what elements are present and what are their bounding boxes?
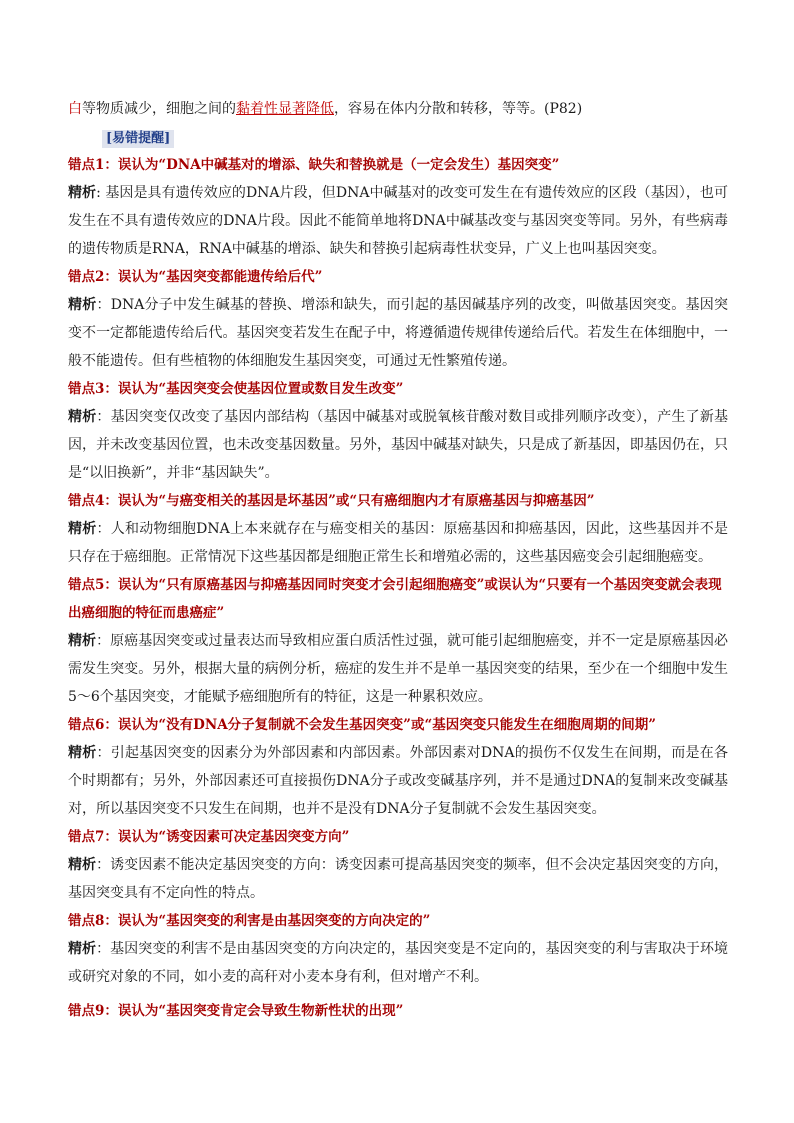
item-title: 错点3：误认为“基因突变会使基因位置或数目发生改变” bbox=[68, 381, 404, 397]
analysis-text: ：引起基因突变的因素分为外部因素和内部因素。外部因素对DNA的损伤不仅发生在间期，而是在各个时期都有；另外，外部因素还可直接损伤DNA分子或改变碱基序列，并不是通过DNA的复制来改变碱基对，所以基因突变不只发生在间期，也并不是没有DNA分子复制就不会发生基因突变。 bbox=[68, 745, 728, 817]
intro-fragment: 等物质减少，细胞之间的 bbox=[82, 101, 236, 117]
item-title: 错点6：误认为“没有DNA分子复制就不会发生基因突变”或“基因突变只能发生在细胞周期的间期” bbox=[68, 717, 656, 733]
item-analysis bbox=[68, 851, 728, 907]
analysis-label: 精析 bbox=[68, 941, 97, 957]
tip-badge: [易错提醒] bbox=[102, 130, 174, 148]
analysis-label: 精析 bbox=[68, 297, 97, 313]
item-title: 错点1：误认为“DNA中碱基对的增添、缺失和替换就是（一定会发生）基因突变” bbox=[68, 157, 560, 173]
item-title: 错点9：误认为“基因突变肯定会导致生物新性状的出现” bbox=[68, 1003, 404, 1019]
item-2 bbox=[68, 263, 728, 375]
analysis-label: 精析 bbox=[68, 409, 97, 425]
item-title: 错点2：误认为“基因突变都能遗传给后代” bbox=[68, 269, 323, 285]
item-title: 错点8：误认为“基因突变的利害是由基因突变的方向决定的” bbox=[68, 913, 431, 929]
item-title: 错点4：误认为“与癌变相关的基因是坏基因”或“只有癌细胞内才有原癌基因与抑癌基因” bbox=[68, 493, 595, 509]
intro-keyword: 黏着性显著降低 bbox=[236, 101, 334, 117]
analysis-label: 精析 bbox=[68, 745, 97, 761]
item-analysis bbox=[68, 291, 728, 375]
analysis-text: : 基因是具有遗传效应的DNA片段，但DNA中碱基对的改变可发生在有遗传效应的区段（基因），也可发生在不具有遗传效应的DNA片段。因此不能简单地将DNA中碱基改变与基因突变等同。另外，有些病毒的遗传物质是RNA，RNA中碱基的增添、缺失和替换引起病毒性状变异，广义上也叫基因突变。 bbox=[68, 185, 728, 257]
item-9 bbox=[68, 997, 728, 1025]
item-analysis bbox=[68, 179, 728, 263]
item-1 bbox=[68, 151, 728, 263]
item-analysis bbox=[68, 935, 728, 991]
item-title: 错点7：误认为“诱变因素可决定基因突变方向” bbox=[68, 829, 350, 845]
item-7 bbox=[68, 823, 728, 907]
analysis-text: ：基因突变的利害不是由基因突变的方向决定的，基因突变是不定向的，基因突变的利与害取决于环境或研究对象的不同，如小麦的高秆对小麦本身有利，但对增产不利。 bbox=[68, 941, 729, 985]
analysis-text: ：人和动物细胞DNA上本来就存在与癌变相关的基因：原癌基因和抑癌基因，因此，这些基因并不是只存在于癌细胞。正常情况下这些基因都是细胞正常生长和增殖必需的，这些基因癌变会引起细胞癌变。 bbox=[68, 521, 728, 565]
item-3 bbox=[68, 375, 728, 487]
item-analysis bbox=[68, 403, 728, 487]
intro-fragment-end: ，容易在体内分散和转移，等等。(P82) bbox=[334, 101, 583, 117]
intro-paragraph bbox=[68, 96, 728, 123]
item-title: 错点5：误认为“只有原癌基因与抑癌基因同时突变才会引起细胞癌变”或误认为“只要有一个基因突变就会表现出癌细胞的特征而患癌症” bbox=[68, 577, 722, 621]
analysis-text: ：基因突变仅改变了基因内部结构（基因中碱基对或脱氧核苷酸对数目或排列顺序改变），产生了新基因，并未改变基因位置，也未改变基因数量。另外，基因中碱基对缺失，只是成了新基因，即基因仍在，只是“以旧换新”，并非“基因缺失”。 bbox=[68, 409, 729, 481]
analysis-label: 精析 bbox=[68, 185, 97, 201]
analysis-text: ：DNA分子中发生碱基的替换、增添和缺失，而引起的基因碱基序列的改变，叫做基因突变。基因突变不一定都能遗传给后代。基因突变若发生在配子中，将遵循遗传规律传递给后代。若发生在体细胞中，一般不能遗传。但有些植物的体细胞发生基因突变，可通过无性繁殖传递。 bbox=[68, 297, 729, 369]
analysis-text: ：诱变因素不能决定基因突变的方向：诱变因素可提高基因突变的频率，但不会决定基因突变的方向，基因突变具有不定向性的特点。 bbox=[68, 857, 729, 901]
item-analysis bbox=[68, 515, 728, 571]
analysis-text: ：原癌基因突变或过量表达而导致相应蛋白质活性过强，就可能引起细胞癌变，并不一定是原癌基因必需发生突变。另外，根据大量的病例分析，癌症的发生并不是单一基因突变的结果，至少在一个细胞中发生5～6个基因突变，才能赋予癌细胞所有的特征，这是一种累积效应。 bbox=[68, 633, 729, 705]
analysis-label: 精析 bbox=[68, 633, 97, 649]
item-5 bbox=[68, 571, 728, 711]
intro-fragment-highlight: 白 bbox=[68, 101, 82, 117]
analysis-label: 精析 bbox=[68, 521, 97, 537]
item-4 bbox=[68, 487, 728, 571]
item-analysis bbox=[68, 627, 728, 711]
analysis-label: 精析 bbox=[68, 857, 97, 873]
item-6 bbox=[68, 711, 728, 823]
item-analysis bbox=[68, 739, 728, 823]
item-8 bbox=[68, 907, 728, 991]
tip-heading bbox=[68, 123, 728, 151]
